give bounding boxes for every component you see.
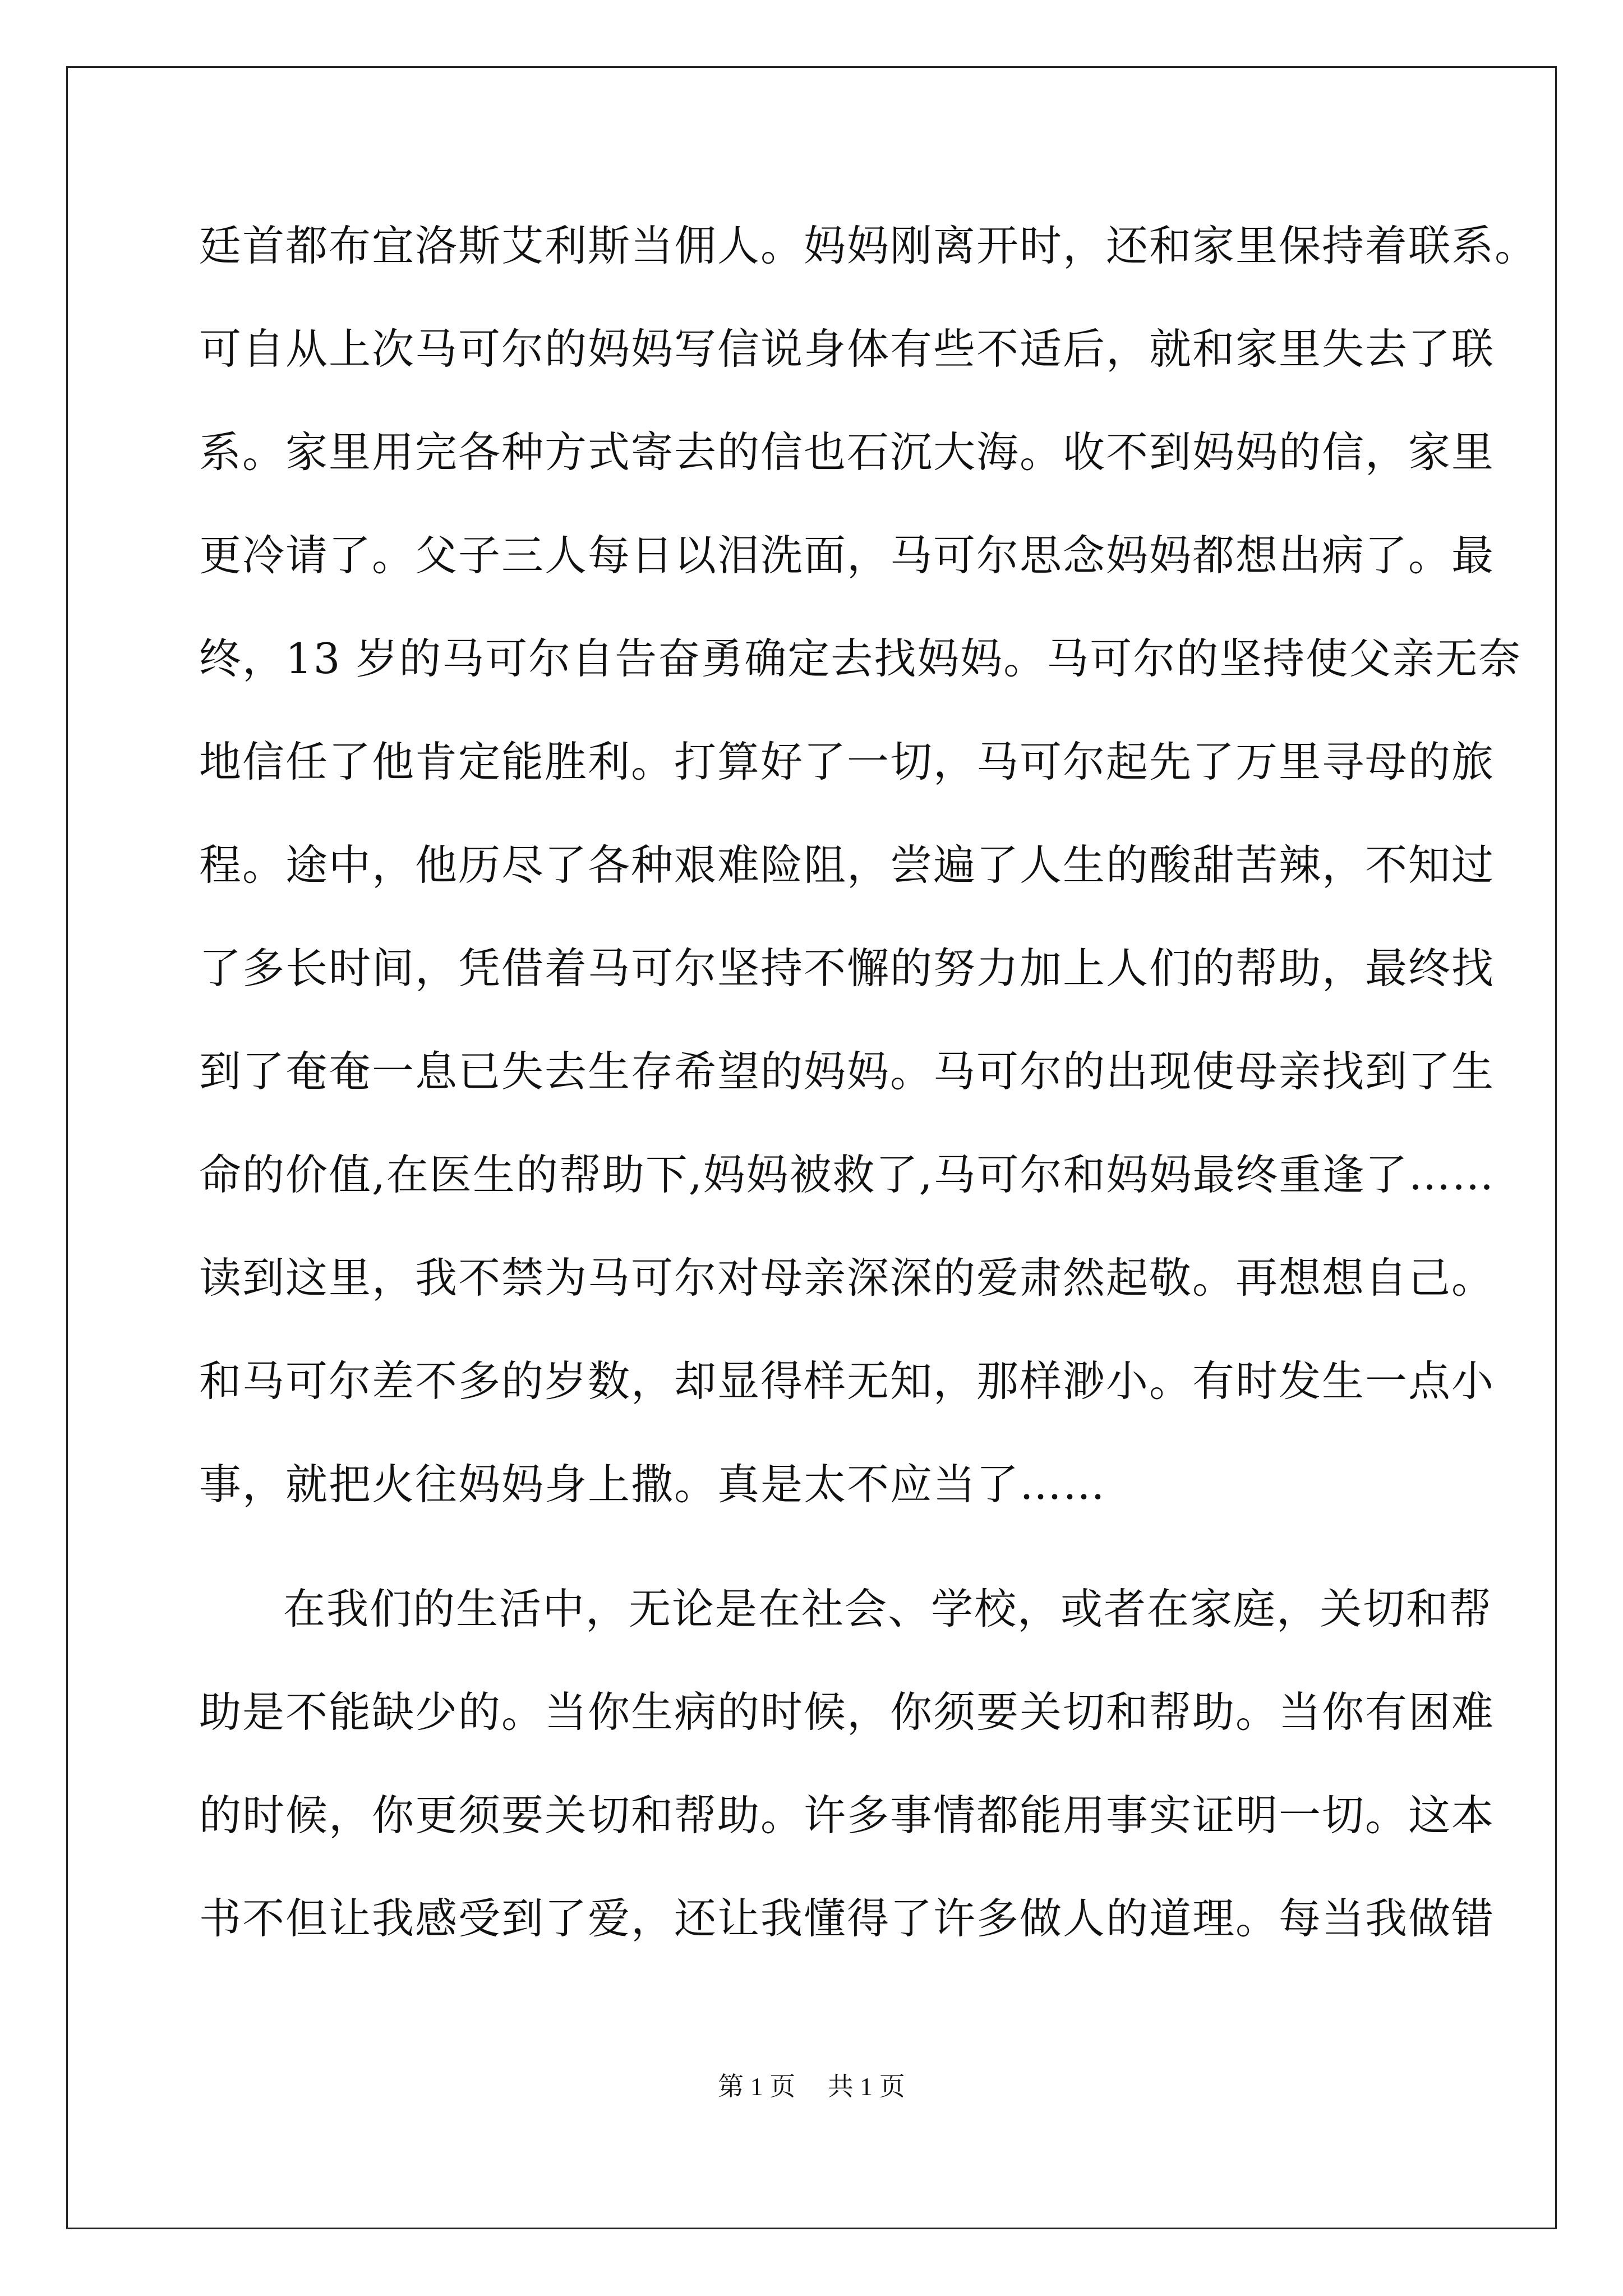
page-total: 共 1 页 xyxy=(827,2072,905,2101)
document-body xyxy=(199,194,1538,1970)
text-line: 了多长时间，凭借着马可尔坚持不懈的努力加上人们的帮助，最终找 xyxy=(199,944,1495,993)
page-number: 第 1 页 xyxy=(718,2072,796,2101)
text-line: 事，就把火往妈妈身上撒。真是太不应当了…… xyxy=(199,1460,1106,1509)
text-line: 地信任了他肯定能胜利。打算好了一切，马可尔起先了万里寻母的旅 xyxy=(199,737,1495,786)
text-line: 的时候，你更须要关切和帮助。许多事情都能用事实证明一切。这本 xyxy=(199,1791,1495,1840)
text-line: 程。途中，他历尽了各种艰难险阻，尝遍了人生的酸甜苦辣，不知过 xyxy=(199,840,1495,890)
text-line: 和马可尔差不多的岁数，却显得样无知，那样渺小。有时发生一点小 xyxy=(199,1356,1495,1406)
page-footer xyxy=(0,2070,1623,2104)
paragraph-first-line: 在我们的生活中，无论是在社会、学校，或者在家庭，关切和帮 xyxy=(283,1584,1493,1634)
text-line: 书不但让我感受到了爱，还让我懂得了许多做人的道理。每当我做错 xyxy=(199,1894,1495,1943)
text-line: 读到这里，我不禁为马可尔对母亲深深的爱肃然起敬。再想想自己。 xyxy=(199,1253,1495,1303)
text-line: 命的价值,在医生的帮助下,妈妈被救了,马可尔和妈妈最终重逢了…… xyxy=(199,1150,1495,1199)
text-line: 更冷请了。父子三人每日以泪洗面，马可尔思念妈妈都想出病了。最 xyxy=(199,531,1495,580)
text-line: 系。家里用完各种方式寄去的信也石沉大海。收不到妈妈的信，家里 xyxy=(199,427,1495,477)
text-line: 终，13 岁的马可尔自告奋勇确定去找妈妈。马可尔的坚持使父亲无奈 xyxy=(199,634,1522,683)
text-line: 助是不能缺少的。当你生病的时候，你须要关切和帮助。当你有困难 xyxy=(199,1687,1495,1737)
text-line: 到了奄奄一息已失去生存希望的妈妈。马可尔的出现使母亲找到了生 xyxy=(199,1047,1495,1096)
text-line: 廷首都布宜洛斯艾利斯当佣人。妈妈刚离开时，还和家里保持着联系。 xyxy=(199,221,1538,270)
text-line: 可自从上次马可尔的妈妈写信说身体有些不适后，就和家里失去了联 xyxy=(199,324,1495,374)
